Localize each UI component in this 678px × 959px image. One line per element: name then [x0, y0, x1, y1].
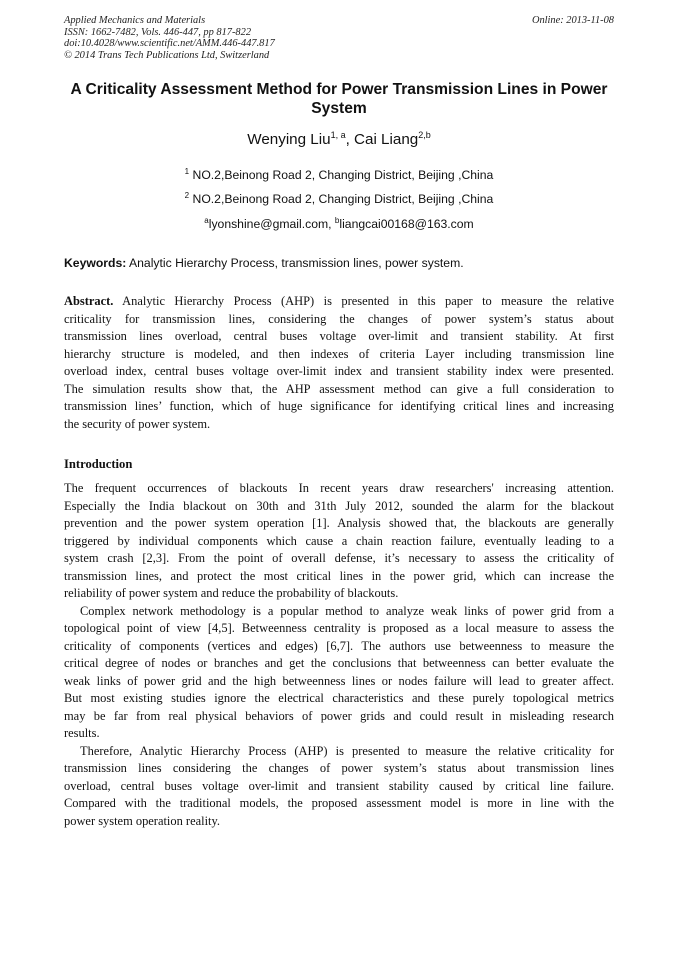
keywords-label: Keywords:	[64, 256, 127, 270]
abstract-line: the security of power system.	[64, 416, 211, 431]
issn-line: ISSN: 1662-7482, Vols. 446-447, pp 817-822	[64, 26, 252, 38]
journal-name: Applied Mechanics and Materials	[64, 15, 206, 26]
paragraph-line: may be far from real physical behaviors of power grids and could result in misleading research	[64, 708, 614, 723]
paragraph-line: reliability of power system and reduce the probability of blackouts.	[64, 586, 399, 600]
email-a-marker: a	[204, 216, 209, 225]
abstract-line: criticality for transmission lines, considering the changes of power system’s status about	[64, 311, 614, 326]
paragraph-line: The frequent occurrences of blackouts In recent years draw researchers' increasing attention.	[64, 481, 614, 495]
doi-line[interactable]: doi:10.4028/www.scientific.net/AMM.446-447.817	[64, 38, 275, 50]
author-line	[0, 131, 678, 149]
paragraph-line: transmission lines considering the changes of power system’s status about transmission lines	[64, 761, 614, 775]
abstract-line: transmission lines overload, central buses voltage over-limit and transient stability. At first	[64, 329, 614, 343]
abstract-line: transmission lines’ function, which of huge significance for identifying critical lines and increasing	[64, 399, 614, 413]
paragraph-line: prevention and the power system operation [1]. Analysis showed that, the blackouts are generally	[64, 516, 614, 530]
intro-paragraph-2	[64, 603, 614, 743]
abstract	[64, 293, 614, 433]
paper-title: A Criticality Assessment Method for Power Transmission Lines in Power System	[70, 81, 608, 117]
paragraph-line: transmission lines, and protect the most critical lines in the power grid, which can increase the	[64, 568, 614, 583]
section-heading-introduction: Introduction	[64, 457, 133, 471]
email-b[interactable]: liangcai00168@163.com	[339, 217, 474, 231]
abstract-line: overload index, central buses voltage over-limit index and transient stability index were presented.	[64, 364, 614, 378]
paragraph-line: topological point of view [4,5]. Betweenness centrality is proposed as a local measure to assess the	[64, 621, 614, 635]
email-b-marker: b	[334, 216, 340, 225]
affiliation-2-marker: 2	[184, 191, 190, 200]
abstract-line: The simulation results show that, the AHP assessment method can give a full consideration to	[64, 381, 614, 396]
paragraph-line: power system operation reality.	[64, 813, 220, 828]
paragraph-line: results.	[64, 726, 100, 740]
paragraph-line: system crash [2,3]. From the point of overall defense, it’s necessary to assess the criticality of	[64, 551, 614, 565]
paragraph-line: Complex network methodology is a popular method to analyze weak links of power grid from a	[80, 603, 614, 618]
paragraph-line: Compared with the traditional models, the proposed assessment model is more in line with the	[64, 796, 614, 810]
email-a[interactable]: lyonshine@gmail.com	[208, 217, 329, 231]
abstract-line: Abstract. Analytic Hierarchy Process (AHP) is presented in this paper to measure the relative	[64, 294, 614, 308]
paragraph-line: Therefore, Analytic Hierarchy Process (AHP) is presented to measure the relative criticality for	[80, 743, 614, 758]
intro-paragraph-1	[64, 480, 614, 603]
author-1-name: Wenying Liu	[247, 131, 331, 148]
paragraph-line: criticality of components (vertices and edges) [6,7]. The authors use betweenness to measure the	[64, 638, 614, 653]
author-separator: ,	[345, 131, 355, 148]
affiliation-1-text: NO.2,Beinong Road 2, Changing District, Beijing ,China	[189, 168, 494, 182]
keywords-text: Analytic Hierarchy Process, transmission lines, power system.	[126, 256, 464, 270]
paragraph-line: But most existing studies ignore the electrical characteristics and these purely topological metrics	[64, 691, 614, 705]
email-line	[0, 217, 678, 231]
copyright-line: © 2014 Trans Tech Publications Ltd, Switzerland	[64, 49, 270, 61]
author-1-superscript: 1, a	[330, 130, 346, 140]
paragraph-line: weak links of power grid and the high betweenness lines or nodes failure will lead to greater affect.	[64, 673, 614, 688]
paragraph-line: critical degree of nodes or branches and get the conclusions that betweenness can better evaluate the	[64, 656, 614, 670]
email-separator: ,	[328, 217, 335, 231]
paragraph-line: overload, central buses voltage over-limit and transient stability caused by critical line failure.	[64, 778, 614, 793]
abstract-label: Abstract.	[64, 294, 114, 308]
intro-paragraph-3	[64, 743, 614, 831]
abstract-line: hierarchy structure is modeled, and then indexes of criteria Layer including transmission line	[64, 346, 614, 361]
keywords	[64, 256, 624, 271]
online-date: Online: 2013-11-08	[531, 15, 614, 26]
affiliation-2-text: NO.2,Beinong Road 2, Changing District, Beijing ,China	[189, 192, 494, 206]
affiliation-1	[0, 168, 678, 182]
journal-header	[64, 15, 275, 61]
author-2-name: Cai Liang	[354, 131, 419, 148]
affiliation-2	[0, 192, 678, 206]
affiliation-1-marker: 1	[184, 167, 190, 176]
paragraph-line: triggered by individual components which cause a chain reaction failure, eventually leading to a	[64, 533, 614, 548]
author-2-superscript: 2,b	[418, 130, 431, 140]
paragraph-line: Especially the India blackout on 30th and 31th July 2012, sounded the alarm for the blackout	[64, 498, 614, 513]
